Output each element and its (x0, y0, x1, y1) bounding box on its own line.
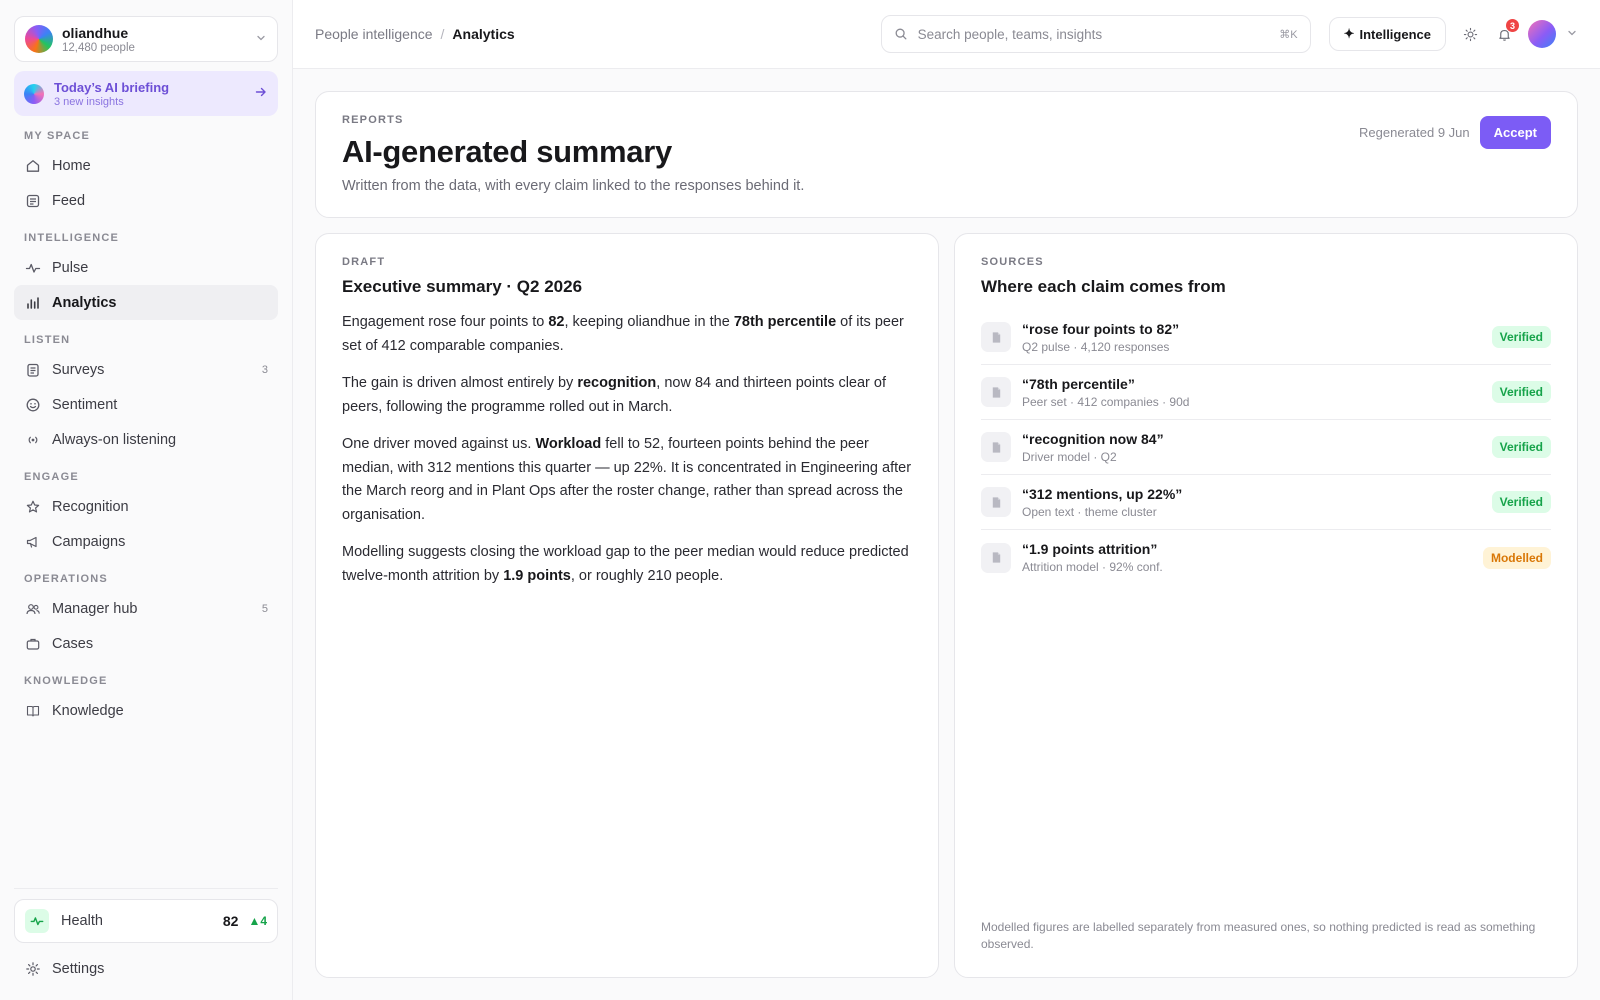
paragraph-text: , keeping oliandhue in the (564, 314, 734, 330)
megaphone-icon (24, 533, 42, 551)
briefing-sub: 3 new insights (54, 95, 124, 108)
highlighted-figure: 78th percentile (733, 314, 837, 330)
highlighted-figure: Workload (535, 436, 602, 452)
sidebar-item-analytics[interactable] (14, 285, 278, 320)
report-eyebrow: REPORTS (342, 114, 404, 126)
sidebar-item-settings[interactable] (14, 951, 278, 986)
document-icon (981, 543, 1011, 573)
sidebar-item-home[interactable] (14, 148, 278, 183)
breadcrumb-current: Analytics (452, 26, 515, 42)
status-badge: Verified (1492, 491, 1551, 513)
draft-eyebrow: DRAFT (342, 256, 386, 268)
theme-toggle[interactable] (1460, 24, 1480, 44)
source-row[interactable] (981, 420, 1551, 475)
draft-body (342, 311, 912, 588)
breadcrumb-parent[interactable]: People intelligence (315, 26, 433, 42)
status-badge: Verified (1492, 381, 1551, 403)
paragraph-text: , now 84 and thirteen points clear of peers, following the programme rolled out in March. (342, 375, 887, 415)
source-meta: Driver model · Q2 (1022, 449, 1117, 464)
briefing-title: Today’s AI briefing (54, 79, 170, 95)
document-icon (981, 432, 1011, 462)
paragraph-text: fell to 52, fourteen points behind the peer median, with 312 mentions this quarter — up 22%. It is concentrated in Engineering after the March reorg and in Plant Ops after the roster change, rather than spread across the organisation. (342, 436, 912, 523)
arrow-right-icon (254, 85, 268, 102)
chevron-down-icon (255, 32, 267, 47)
sidebar-item-feed[interactable] (14, 183, 278, 218)
org-name: oliandhue (62, 24, 129, 41)
book-icon (24, 702, 42, 720)
accept-button[interactable]: Accept (1480, 116, 1551, 149)
main-area (293, 0, 1600, 1000)
sidebar-item-surveys[interactable] (14, 352, 278, 387)
page-title: AI-generated summary (342, 134, 672, 169)
health-delta: ▲4 (248, 914, 267, 928)
source-meta: Peer set · 412 companies · 90d (1022, 394, 1190, 409)
sources-title: Where each claim comes from (981, 277, 1226, 296)
home-icon (24, 157, 42, 175)
document-icon (981, 322, 1011, 352)
source-meta: Attrition model · 92% conf. (1022, 560, 1163, 574)
sidebar-item-label: Cases (52, 635, 94, 652)
manager-hub-count-badge: 5 (261, 602, 268, 615)
sidebar-item-manager-hub[interactable] (14, 591, 278, 626)
source-meta: Q2 pulse · 4,120 responses (1022, 339, 1170, 354)
briefcase-icon (24, 635, 42, 653)
sidebar-item-pulse[interactable] (14, 250, 278, 285)
org-size: 12,480 people (62, 41, 135, 54)
highlighted-figure: 1.9 points (503, 567, 571, 584)
paragraph-text: The gain is driven almost entirely by (342, 375, 578, 391)
sidebar-item-label: Always-on listening (52, 431, 177, 448)
draft-card (315, 233, 939, 978)
search-icon (894, 27, 908, 41)
breadcrumb (315, 26, 515, 42)
source-row[interactable] (981, 310, 1551, 365)
sources-list (981, 310, 1551, 585)
draft-title: Executive summary · Q2 2026 (342, 277, 583, 296)
source-claim: “78th percentile” (1022, 375, 1135, 392)
paragraph-text: Engagement rose four points to (342, 314, 549, 330)
status-badge: Verified (1492, 326, 1551, 348)
avatar[interactable] (1528, 20, 1556, 48)
star-icon (24, 498, 42, 516)
document-icon (981, 377, 1011, 407)
settings-label: Settings (52, 960, 105, 977)
highlighted-figure: 82 (548, 314, 565, 330)
sidebar-item-label: Knowledge (52, 702, 124, 719)
status-badge: Verified (1492, 436, 1551, 458)
health-widget[interactable] (14, 899, 278, 943)
intelligence-label: Intelligence (1359, 26, 1431, 42)
sidebar-item-label: Campaigns (52, 533, 126, 550)
smile-icon (24, 396, 42, 414)
bar-chart-icon (24, 294, 42, 312)
paragraph-text: Modelling suggests closing the workload gap to the peer median would reduce predicted twelve-month attrition by (342, 544, 909, 584)
surveys-count-badge: 3 (261, 363, 268, 376)
section-label-intelligence: INTELLIGENCE (24, 232, 120, 244)
paragraph-text: of its peer set of 412 comparable companies. (342, 314, 904, 354)
search-shortcut: ⌘K (1279, 28, 1298, 41)
sparkle-icon: ✦ (1343, 26, 1355, 41)
sidebar-item-knowledge[interactable] (14, 693, 278, 728)
sidebar-item-label: Feed (52, 192, 86, 209)
search-bar[interactable] (881, 15, 1311, 53)
status-badge: Modelled (1483, 547, 1551, 569)
sidebar-item-cases[interactable] (14, 626, 278, 661)
section-label-knowledge: KNOWLEDGE (24, 675, 108, 687)
ai-briefing-card[interactable] (14, 71, 278, 116)
feed-icon (24, 192, 42, 210)
highlighted-figure: recognition (577, 375, 657, 391)
health-score: 82 (222, 913, 239, 929)
source-claim: “recognition now 84” (1022, 430, 1164, 447)
content (293, 69, 1600, 1000)
sources-eyebrow: SOURCES (981, 256, 1044, 268)
topbar (293, 0, 1600, 69)
source-row[interactable] (981, 365, 1551, 420)
report-header-card (315, 91, 1578, 218)
section-label-operations: OPERATIONS (24, 573, 108, 585)
intelligence-button[interactable] (1329, 17, 1446, 51)
summary-paragraph (342, 541, 912, 588)
sidebar-item-always-on-listening[interactable] (14, 422, 278, 457)
sidebar-item-label: Analytics (52, 294, 117, 311)
sidebar-item-sentiment[interactable] (14, 387, 278, 422)
health-label: Health (61, 913, 103, 929)
section-label-my-space: MY SPACE (24, 130, 91, 142)
sidebar (0, 0, 293, 1000)
section-label-listen: LISTEN (24, 334, 71, 346)
sidebar-item-label: Home (52, 157, 91, 174)
sources-footnote: Modelled figures are labelled separately from measured ones, so nothing predicted is read as something observed. (981, 920, 1536, 951)
breadcrumb-separator: / (440, 26, 445, 42)
clipboard-icon (24, 361, 42, 379)
sidebar-item-label: Surveys (52, 361, 105, 378)
org-switcher[interactable] (14, 16, 278, 62)
page-subtitle: Written from the data, with every claim linked to the responses behind it. (342, 178, 805, 194)
gear-icon (24, 960, 42, 978)
paragraph-text: One driver moved against us. (342, 436, 536, 452)
sidebar-item-label: Manager hub (52, 600, 138, 617)
source-claim: “1.9 points attrition” (1022, 541, 1158, 557)
notification-count-badge: 3 (1505, 18, 1520, 33)
users-icon (24, 600, 42, 618)
broadcast-icon (24, 431, 42, 449)
source-row[interactable] (981, 475, 1551, 530)
source-claim: “rose four points to 82” (1022, 320, 1180, 337)
chevron-down-icon[interactable] (1566, 27, 1578, 42)
paragraph-text: , or roughly 210 people. (570, 567, 724, 584)
summary-paragraph (342, 433, 912, 527)
sidebar-item-label: Sentiment (52, 396, 118, 413)
summary-paragraph (342, 311, 912, 358)
sidebar-item-campaigns[interactable] (14, 524, 278, 559)
org-avatar (25, 25, 53, 53)
sidebar-item-label: Recognition (52, 498, 129, 515)
regenerated-timestamp: Regenerated 9 Jun (1359, 125, 1470, 140)
document-icon (981, 487, 1011, 517)
source-claim: “312 mentions, up 22%” (1022, 485, 1183, 502)
sidebar-item-label: Pulse (52, 259, 89, 276)
sources-card (954, 233, 1578, 978)
pulse-icon (24, 259, 42, 277)
sidebar-item-recognition[interactable] (14, 489, 278, 524)
search-input[interactable] (918, 27, 1280, 42)
source-meta: Open text · theme cluster (1022, 504, 1157, 519)
sun-icon (1463, 27, 1478, 42)
source-row[interactable] (981, 530, 1551, 585)
notifications-button[interactable] (1494, 20, 1515, 44)
ai-orb-icon (24, 84, 44, 104)
summary-paragraph (342, 372, 912, 419)
section-label-engage: ENGAGE (24, 471, 79, 483)
heartbeat-icon (25, 909, 49, 933)
